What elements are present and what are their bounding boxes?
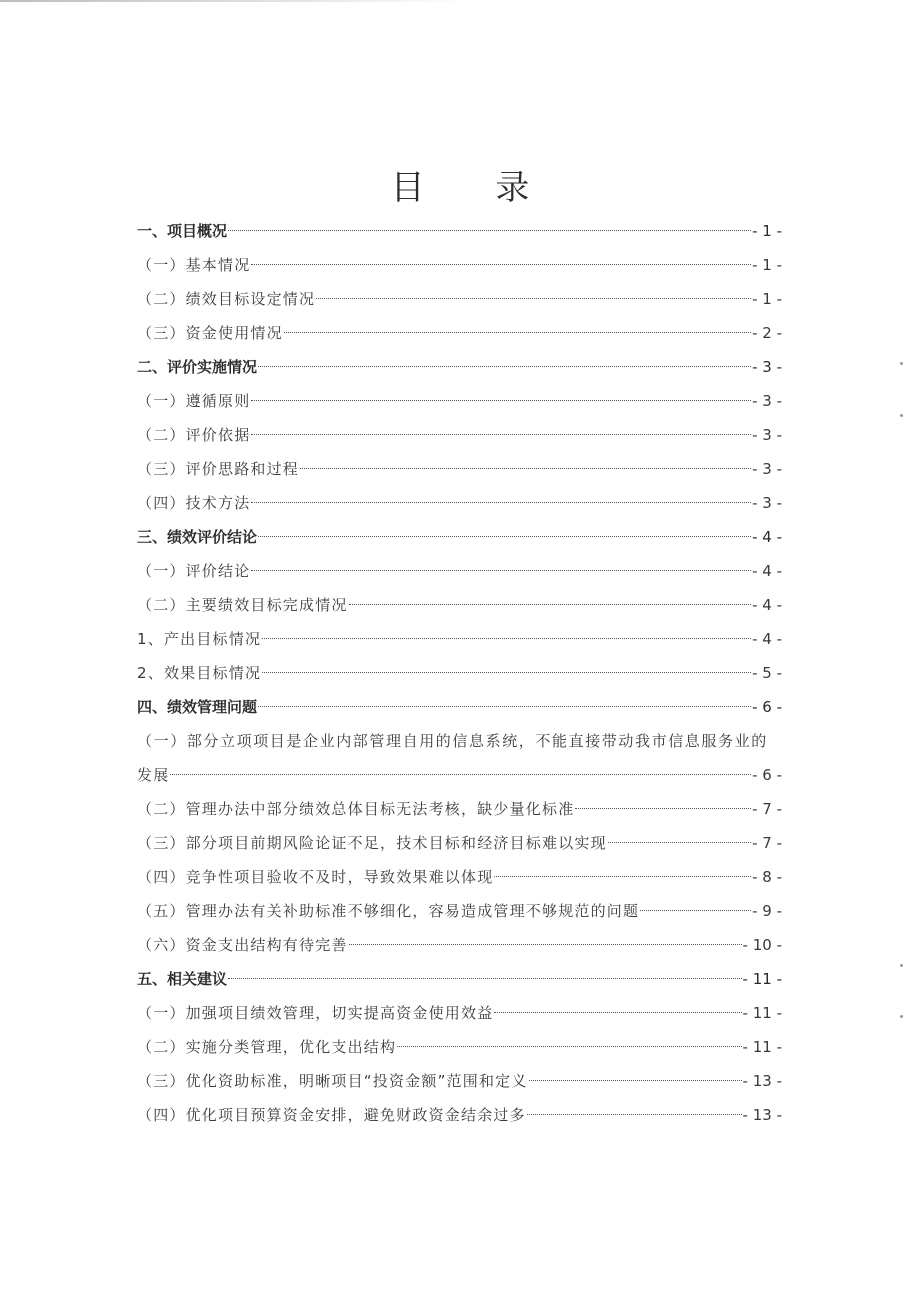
toc-entry-label: 二、评价实施情况 bbox=[137, 358, 258, 376]
toc-entry[interactable] bbox=[137, 860, 782, 894]
toc-page-number: - 13 - bbox=[742, 1072, 782, 1090]
toc-page-number: - 2 - bbox=[752, 324, 782, 342]
page-title: 目 录 bbox=[390, 168, 560, 208]
toc-page-number: - 11 - bbox=[742, 1038, 782, 1056]
toc-entry-label: （六）资金支出结构有待完善 bbox=[137, 936, 348, 954]
toc-entry-label: 三、绩效评价结论 bbox=[137, 528, 258, 546]
scan-speck bbox=[900, 414, 903, 417]
toc-page-number: - 8 - bbox=[752, 868, 782, 886]
toc-leader-dots bbox=[494, 876, 751, 877]
toc-entry[interactable] bbox=[137, 1030, 782, 1064]
toc-leader-dots bbox=[251, 570, 751, 571]
toc-leader-dots bbox=[349, 944, 742, 945]
toc-page-number: - 4 - bbox=[752, 630, 782, 648]
toc-entry-label: （五）管理办法有关补助标准不够细化，容易造成管理不够规范的问题 bbox=[137, 902, 640, 920]
toc-entry-label: 四、绩效管理问题 bbox=[137, 698, 258, 716]
toc-entry-label: （二）主要绩效目标完成情况 bbox=[137, 596, 348, 614]
scan-speck bbox=[900, 1015, 903, 1018]
toc-leader-dots bbox=[228, 978, 742, 979]
toc-entry[interactable] bbox=[137, 248, 782, 282]
toc-page-number: - 3 - bbox=[752, 460, 782, 478]
toc-entry-label: 一、项目概况 bbox=[137, 222, 228, 240]
toc-entry[interactable] bbox=[137, 452, 782, 486]
toc-leader-dots bbox=[316, 298, 751, 299]
toc-leader-dots bbox=[258, 536, 751, 537]
toc-entry[interactable] bbox=[137, 282, 782, 316]
toc-entry-label: （一）加强项目绩效管理，切实提高资金使用效益 bbox=[137, 1004, 494, 1022]
toc-entry-label: （二）管理办法中部分绩效总体目标无法考核，缺少量化标准 bbox=[137, 800, 575, 818]
toc-leader-dots bbox=[251, 400, 751, 401]
toc-entry-label: 1、产出目标情况 bbox=[137, 630, 262, 648]
toc-leader-dots bbox=[258, 366, 751, 367]
toc-entry[interactable] bbox=[137, 418, 782, 452]
scan-edge-line bbox=[0, 0, 470, 2]
toc-entry-label: （四）技术方法 bbox=[137, 494, 251, 512]
toc-entry[interactable] bbox=[137, 1098, 782, 1132]
toc-page-number: - 3 - bbox=[752, 392, 782, 410]
toc-entry[interactable] bbox=[137, 928, 782, 962]
toc-leader-dots bbox=[397, 1046, 741, 1047]
toc-entry-continuation[interactable] bbox=[137, 758, 782, 792]
toc-leader-dots bbox=[262, 672, 751, 673]
toc-entry[interactable] bbox=[137, 622, 782, 656]
toc-entry-label: （三）部分项目前期风险论证不足，技术目标和经济目标难以实现 bbox=[137, 834, 607, 852]
toc-entry-label: （三）资金使用情况 bbox=[137, 324, 283, 342]
toc-entry[interactable] bbox=[137, 214, 782, 248]
toc-page-number: - 11 - bbox=[742, 1004, 782, 1022]
toc-entry[interactable] bbox=[137, 894, 782, 928]
toc-entry-label: （二）实施分类管理，优化支出结构 bbox=[137, 1038, 397, 1056]
toc-entry[interactable] bbox=[137, 316, 782, 350]
toc-entry[interactable] bbox=[137, 1064, 782, 1098]
toc-entry-label: （四）优化项目预算资金安排，避免财政资金结余过多 bbox=[137, 1106, 526, 1124]
toc-leader-dots bbox=[575, 808, 751, 809]
toc-page-number: - 3 - bbox=[752, 426, 782, 444]
toc-entry[interactable] bbox=[137, 724, 782, 758]
toc-entry-label: （一）基本情况 bbox=[137, 256, 251, 274]
toc-page-number: - 7 - bbox=[752, 800, 782, 818]
toc-leader-dots bbox=[170, 774, 751, 775]
toc-leader-dots bbox=[494, 1012, 741, 1013]
toc-entry-label: 发展 bbox=[137, 766, 170, 784]
toc-leader-dots bbox=[527, 1114, 742, 1115]
toc-page-number: - 13 - bbox=[742, 1106, 782, 1124]
scan-speck bbox=[900, 964, 903, 967]
toc-entry[interactable] bbox=[137, 792, 782, 826]
toc-entry-label: （一）遵循原则 bbox=[137, 392, 251, 410]
toc-leader-dots bbox=[251, 264, 751, 265]
toc-leader-dots bbox=[262, 638, 751, 639]
toc-page-number: - 3 - bbox=[752, 358, 782, 376]
toc-entry-label: （三）评价思路和过程 bbox=[137, 460, 300, 478]
toc-page-number: - 1 - bbox=[752, 290, 782, 308]
toc-page-number: - 6 - bbox=[752, 698, 782, 716]
toc-entry[interactable] bbox=[137, 656, 782, 690]
toc-entry-label: （三）优化资助标准，明晰项目“投资金额”范围和定义 bbox=[137, 1072, 528, 1090]
toc-entry-label: （二）评价依据 bbox=[137, 426, 251, 444]
toc-entry[interactable] bbox=[137, 690, 782, 724]
toc-page-number: - 1 - bbox=[752, 222, 782, 240]
toc-entry-label: 2、效果目标情况 bbox=[137, 664, 262, 682]
toc-page-number: - 4 - bbox=[752, 528, 782, 546]
toc-entry[interactable] bbox=[137, 554, 782, 588]
toc-page-number: - 5 - bbox=[752, 664, 782, 682]
toc-leader-dots bbox=[251, 434, 751, 435]
scan-speck bbox=[900, 362, 903, 365]
toc-leader-dots bbox=[258, 706, 751, 707]
toc-entry-label: （二）绩效目标设定情况 bbox=[137, 290, 316, 308]
toc-entry[interactable] bbox=[137, 588, 782, 622]
toc-page-number: - 1 - bbox=[752, 256, 782, 274]
toc-page-number: - 4 - bbox=[752, 562, 782, 580]
toc-leader-dots bbox=[284, 332, 751, 333]
toc-entry[interactable] bbox=[137, 486, 782, 520]
toc-page-number: - 7 - bbox=[752, 834, 782, 852]
toc-entry[interactable] bbox=[137, 520, 782, 554]
toc-page-number: - 6 - bbox=[752, 766, 782, 784]
toc-entry-label: 五、相关建议 bbox=[137, 970, 228, 988]
toc-leader-dots bbox=[300, 468, 751, 469]
toc-entry[interactable] bbox=[137, 350, 782, 384]
toc-entry-label: （一）评价结论 bbox=[137, 562, 251, 580]
toc-entry[interactable] bbox=[137, 384, 782, 418]
toc-page-number: - 3 - bbox=[752, 494, 782, 512]
toc-entry[interactable] bbox=[137, 996, 782, 1030]
toc-entry-label: （一）部分立项项目是企业内部管理自用的信息系统，不能直接带动我市信息服务业的 bbox=[137, 732, 768, 750]
toc-entry-label: （四）竞争性项目验收不及时，导致效果难以体现 bbox=[137, 868, 494, 886]
toc-page-number: - 11 - bbox=[742, 970, 782, 988]
toc-page-number: - 9 - bbox=[752, 902, 782, 920]
toc-page-number: - 4 - bbox=[752, 596, 782, 614]
toc-leader-dots bbox=[608, 842, 751, 843]
table-of-contents bbox=[137, 214, 782, 1132]
toc-leader-dots bbox=[529, 1080, 742, 1081]
toc-leader-dots bbox=[228, 230, 751, 231]
toc-page-number: - 10 - bbox=[742, 936, 782, 954]
toc-entry[interactable] bbox=[137, 962, 782, 996]
toc-leader-dots bbox=[349, 604, 751, 605]
toc-leader-dots bbox=[251, 502, 751, 503]
toc-leader-dots bbox=[640, 910, 751, 911]
toc-entry[interactable] bbox=[137, 826, 782, 860]
